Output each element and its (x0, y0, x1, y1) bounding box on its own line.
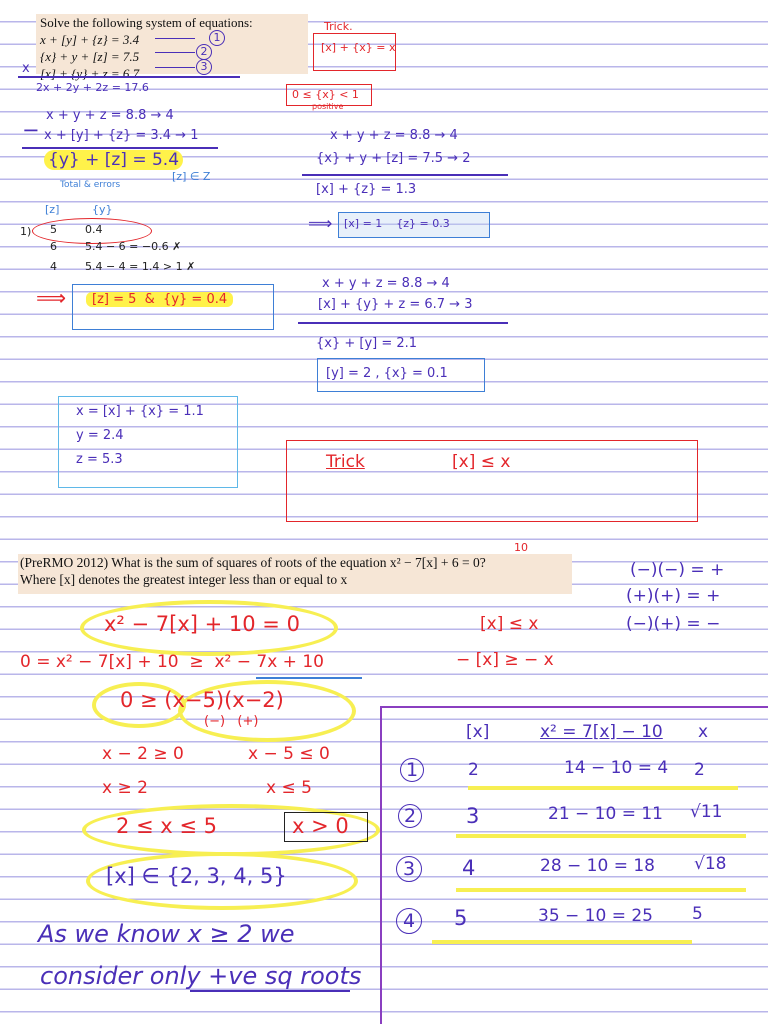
solution-signs-under: (−) (+) (204, 714, 259, 729)
right-eq3b: [x] + {y} + z = 6.7 → 3 (318, 297, 473, 312)
total-errors: Total & errors (60, 180, 121, 190)
trick-small-formula: [x] + {x} = x (321, 41, 396, 54)
table-row-2-gi: 3 (466, 804, 480, 828)
sign-rule-1: (−)(−) = + (630, 560, 725, 580)
case3: 4 5.4 − 4 = 1.4 > 1 ✗ (50, 260, 196, 273)
table-row-1-highlight (468, 786, 738, 790)
cond-1b: x − 5 ≤ 0 (248, 744, 330, 764)
cond-2a: x ≥ 2 (102, 778, 148, 798)
table-row-3-highlight (456, 888, 746, 892)
solution-set: [x] ∈ {2, 3, 4, 5} (106, 864, 287, 888)
note-line1: As we know x ≥ 2 we (38, 920, 295, 948)
solution-ineq: 0 = x² − 7[x] + 10 ≥ x² − 7x + 10 (20, 652, 324, 672)
problem1-underline (18, 76, 240, 78)
res1: [x] = 1 {z} = 0.3 (344, 217, 450, 230)
right-sub-line2 (298, 322, 508, 324)
sum-all: 2x + 2y + 2z = 17.6 (36, 81, 149, 94)
case1: 5 0.4 (50, 223, 103, 236)
case-label: 1) (20, 225, 32, 238)
table-row-3-gi: 4 (462, 856, 476, 880)
minus-sign: − (22, 118, 40, 142)
solution-eq: x² − 7[x] + 10 = 0 (104, 612, 300, 636)
problem2-line1: (PreRMO 2012) What is the sum of squares of roots of the equation x² − 7[x] + 6 = 0? (20, 555, 486, 570)
problem2-annotation: 10 (514, 541, 528, 554)
result-arrow: ⟹ (36, 286, 67, 310)
eq1-arrow (155, 38, 195, 39)
right-eq2b: {x} + y + [z] = 7.5 → 2 (316, 151, 471, 166)
left-eq4: x + y + z = 8.8 → 4 (46, 108, 174, 123)
table-row-4-x: 5 (692, 904, 703, 924)
left-sub-line (22, 147, 218, 149)
final-y: y = 2.4 (76, 428, 124, 443)
eq3-number: 3 (196, 59, 212, 75)
gi-ineq-2: − [x] ≥ − x (456, 650, 554, 670)
table-row-1-x: 2 (694, 760, 705, 780)
table-row-4-highlight (432, 940, 692, 944)
right-diff: [x] + {z} = 1.3 (316, 182, 417, 197)
left-diff: {y} + [z] = 5.4 (44, 150, 183, 170)
problem2-box (18, 554, 572, 594)
eq2-number: 2 (196, 44, 212, 60)
eq1-number: 1 (209, 30, 225, 46)
result-box (72, 284, 274, 330)
res2: [y] = 2 , {x} = 0.1 (326, 366, 448, 381)
table-left-border (380, 706, 382, 1024)
table-header-x: x (698, 722, 709, 742)
final-x: x = [x] + {x} = 1.1 (76, 404, 204, 419)
table-header-eq: x² = 7[x] − 10 (540, 722, 663, 742)
left-eq1b: x + [y] + {z} = 3.4 → 1 (44, 128, 199, 143)
eq3-arrow (155, 67, 195, 68)
sign-rule-3: (−)(+) = − (626, 614, 721, 634)
solution-pos: x > 0 (292, 814, 349, 838)
table-row-3-x: √18 (694, 854, 727, 874)
table-row-2-num: 2 (398, 804, 422, 828)
sign-rule-2: (+)(+) = + (626, 586, 721, 606)
z-integer: [z] ∈ Z (172, 170, 211, 183)
solution-factor: 0 ≥ (x−5)(x−2) (120, 688, 284, 712)
problem1-prefix: x (22, 61, 30, 76)
table-row-2-highlight (456, 834, 746, 838)
trick-small-title: Trick. (324, 20, 353, 33)
problem1-box (36, 14, 308, 81)
table-row-2-calc: 21 − 10 = 11 (548, 804, 663, 824)
problem1-eq3: [x] + {y} + z = 6.7 (40, 66, 140, 81)
trick-big-title: Trick (326, 452, 365, 472)
problem2-line2: Where [x] denotes the greatest integer less than or equal to x (20, 572, 348, 587)
right-diff2: {x} + [y] = 2.1 (316, 336, 418, 351)
frac-note-formula: 0 ≤ {x} < 1 (292, 88, 359, 101)
note-line2: consider only +ve sq roots (40, 962, 362, 990)
col-z-header: [z] (45, 203, 60, 216)
eq2-arrow (155, 52, 195, 53)
ineq-underline (256, 677, 362, 679)
col-y-header: {y} (92, 203, 113, 216)
table-header-gi: [x] (466, 722, 490, 742)
table-row-3-calc: 28 − 10 = 18 (540, 856, 655, 876)
case2: 6 5.4 − 6 = −0.6 ✗ (50, 240, 182, 253)
table-row-1-num: 1 (400, 758, 424, 782)
right-sub-line (302, 174, 508, 176)
right-arrow: ⟹ (308, 214, 333, 234)
frac-note-label: positive (312, 102, 344, 111)
table-row-1-gi: 2 (468, 760, 479, 780)
right-eq4b: x + y + z = 8.8 → 4 (322, 276, 450, 291)
problem1-header: Solve the following system of equations: (40, 15, 253, 30)
table-row-4-num: 4 (396, 908, 422, 934)
table-row-4-gi: 5 (454, 906, 468, 930)
cond-2b: x ≤ 5 (266, 778, 312, 798)
result: [z] = 5 & {y} = 0.4 (86, 292, 233, 307)
solution-range: 2 ≤ x ≤ 5 (116, 814, 218, 838)
table-row-4-calc: 35 − 10 = 25 (538, 906, 653, 926)
gi-ineq-1: [x] ≤ x (480, 614, 539, 634)
note-underline (190, 990, 350, 992)
problem1-eq1: x + [y] + {z} = 3.4 (40, 32, 140, 47)
table-top-border (380, 706, 768, 708)
table-row-3-num: 3 (396, 856, 422, 882)
problem1-eq2: {x} + y + [z] = 7.5 (40, 49, 140, 64)
table-row-2-x: √11 (690, 802, 723, 822)
cond-1a: x − 2 ≥ 0 (102, 744, 184, 764)
trick-big-formula: [x] ≤ x (452, 452, 511, 472)
right-eq4: x + y + z = 8.8 → 4 (330, 128, 458, 143)
final-z: z = 5.3 (76, 452, 123, 467)
table-row-1-calc: 14 − 10 = 4 (564, 758, 669, 778)
